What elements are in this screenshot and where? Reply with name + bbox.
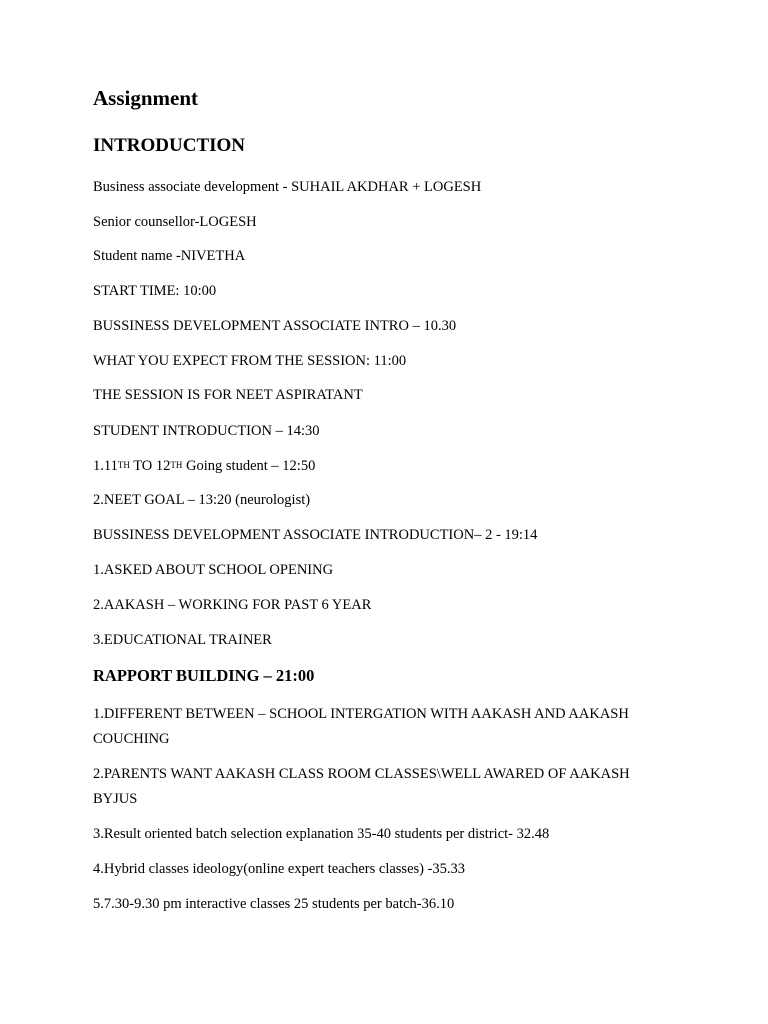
neet-goal-line: 2.NEET GOAL – 13:20 (neurologist) (93, 492, 311, 508)
educational-trainer-line: 3.EDUCATIONAL TRAINER (93, 632, 272, 648)
intro-line-student-introduction: STUDENT INTRODUCTION – 14:30 (93, 423, 320, 439)
introduction-heading: INTRODUCTION (93, 135, 246, 156)
rapport-item-5: 5.7.30-9.30 pm interactive classes 25 students per batch-36.10 (93, 896, 455, 912)
intro-line-expectations: WHAT YOU EXPECT FROM THE SESSION: 11:00 (93, 353, 407, 369)
bda-introduction-line: BUSSINESS DEVELOPMENT ASSOCIATE INTRODUCTION– 2 - 19:14 (93, 527, 538, 543)
grade-line-sup-1: TH (117, 460, 130, 470)
rapport-item-2: 2.PARENTS WANT AAKASH CLASS ROOM CLASSES\WELL AWARED OF AAKASH BYJUS (93, 766, 630, 807)
intro-line-student-name: Student name -NIVETHA (93, 248, 246, 264)
intro-line-senior-counsellor: Senior counsellor-LOGESH (93, 214, 257, 230)
grade-line-sup-2: TH (170, 460, 183, 470)
school-opening-line: 1.ASKED ABOUT SCHOOL OPENING (93, 562, 334, 578)
document-title: Assignment (93, 86, 199, 110)
grade-line-prefix: 1.11 (93, 458, 118, 474)
intro-line-business-associate: Business associate development - SUHAIL AKDHAR + LOGESH (93, 179, 482, 195)
intro-line-bda-intro: BUSSINESS DEVELOPMENT ASSOCIATE INTRO – 10.30 (93, 318, 457, 334)
intro-line-start-time: START TIME: 10:00 (93, 283, 217, 299)
rapport-item-4: 4.Hybrid classes ideology(online expert teachers classes) -35.33 (93, 861, 466, 877)
grade-line (93, 457, 315, 475)
grade-line-middle: TO 12 (129, 458, 171, 474)
rapport-item-3: 3.Result oriented batch selection explanation 35-40 students per district- 32.48 (93, 826, 550, 842)
rapport-item-1: 1.DIFFERENT BETWEEN – SCHOOL INTERGATION WITH AAKASH AND AAKASH COUCHING (93, 706, 629, 747)
aakash-experience-line: 2.AAKASH – WORKING FOR PAST 6 YEAR (93, 597, 372, 613)
rapport-building-heading: RAPPORT BUILDING – 21:00 (93, 666, 315, 685)
grade-line-suffix: Going student – 12:50 (182, 458, 316, 474)
intro-line-neet-aspirant: THE SESSION IS FOR NEET ASPIRATANT (93, 387, 363, 403)
